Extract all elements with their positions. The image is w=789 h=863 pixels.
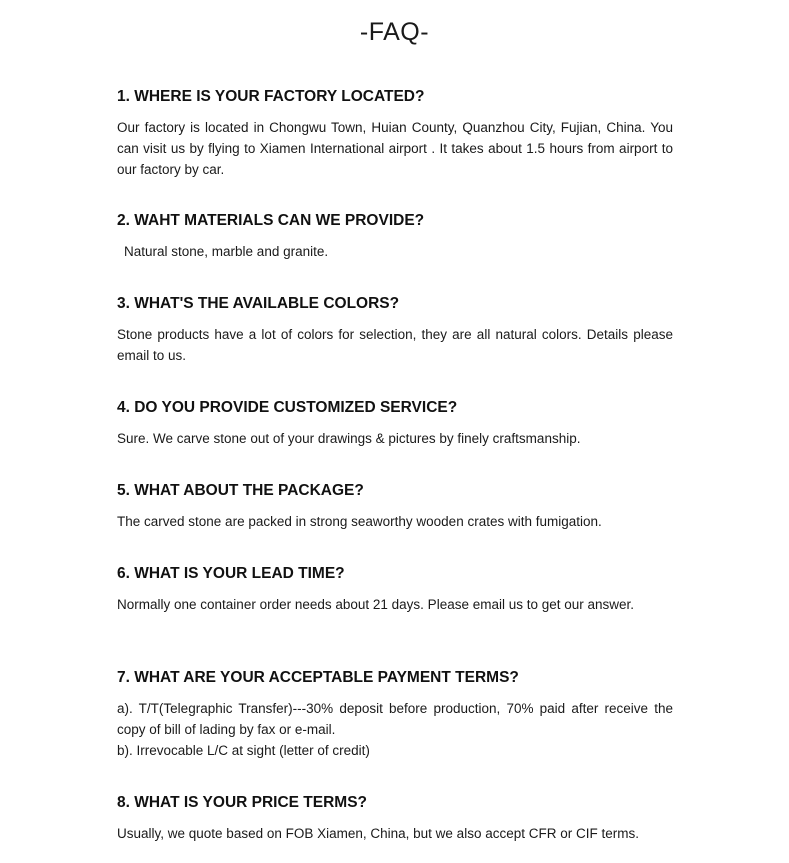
faq-item-colors xyxy=(117,293,673,366)
faq-answer: Stone products have a lot of colors for selection, they are all natural colors. Details please email to us. xyxy=(117,327,673,363)
faq-question: 8. WHAT IS YOUR PRICE TERMS? xyxy=(117,794,368,811)
page-title: -FAQ- xyxy=(359,18,430,46)
faq-answer: Sure. We carve stone out of your drawings & pictures by finely craftsmanship. xyxy=(117,431,581,446)
faq-question: 6. WHAT IS YOUR LEAD TIME? xyxy=(117,565,345,582)
faq-answer: Natural stone, marble and granite. xyxy=(124,244,329,259)
faq-question: 5. WHAT ABOUT THE PACKAGE? xyxy=(117,482,364,499)
faq-item-payment-terms xyxy=(117,667,673,761)
faq-question: 7. WHAT ARE YOUR ACCEPTABLE PAYMENT TERMS? xyxy=(117,669,519,686)
faq-answer: Usually, we quote based on FOB Xiamen, China, but we also accept CFR or CIF terms. xyxy=(117,826,639,841)
payment-option-tt: a). T/T(Telegraphic Transfer)---30% deposit before production, 70% paid after receive the copy of bill of lading by fax or e-mail. xyxy=(117,701,673,737)
faq-answer xyxy=(117,698,673,761)
faq-item-customized-service xyxy=(117,397,673,449)
faq-item-package xyxy=(117,480,673,532)
faq-answer: The carved stone are packed in strong seaworthy wooden crates with fumigation. xyxy=(117,514,602,529)
payment-option-lc: b). Irrevocable L/C at sight (letter of credit) xyxy=(117,743,370,758)
faq-item-materials xyxy=(117,210,673,262)
faq-question: 2. WAHT MATERIALS CAN WE PROVIDE? xyxy=(117,212,425,229)
faq-question: 4. DO YOU PROVIDE CUSTOMIZED SERVICE? xyxy=(117,399,458,416)
faq-item-price-terms xyxy=(117,792,673,844)
faq-item-factory-location xyxy=(117,86,673,180)
faq-question: 1. WHERE IS YOUR FACTORY LOCATED? xyxy=(117,88,425,105)
faq-answer: Normally one container order needs about 21 days. Please email us to get our answer. xyxy=(117,597,635,612)
faq-answer: Our factory is located in Chongwu Town, Huian County, Quanzhou City, Fujian, China. You can visit us by flying to Xiamen International airport . It takes about 1.5 hours from airport to our factory by car. xyxy=(117,120,673,177)
faq-item-lead-time xyxy=(117,563,673,615)
faq-question: 3. WHAT'S THE AVAILABLE COLORS? xyxy=(117,295,400,312)
